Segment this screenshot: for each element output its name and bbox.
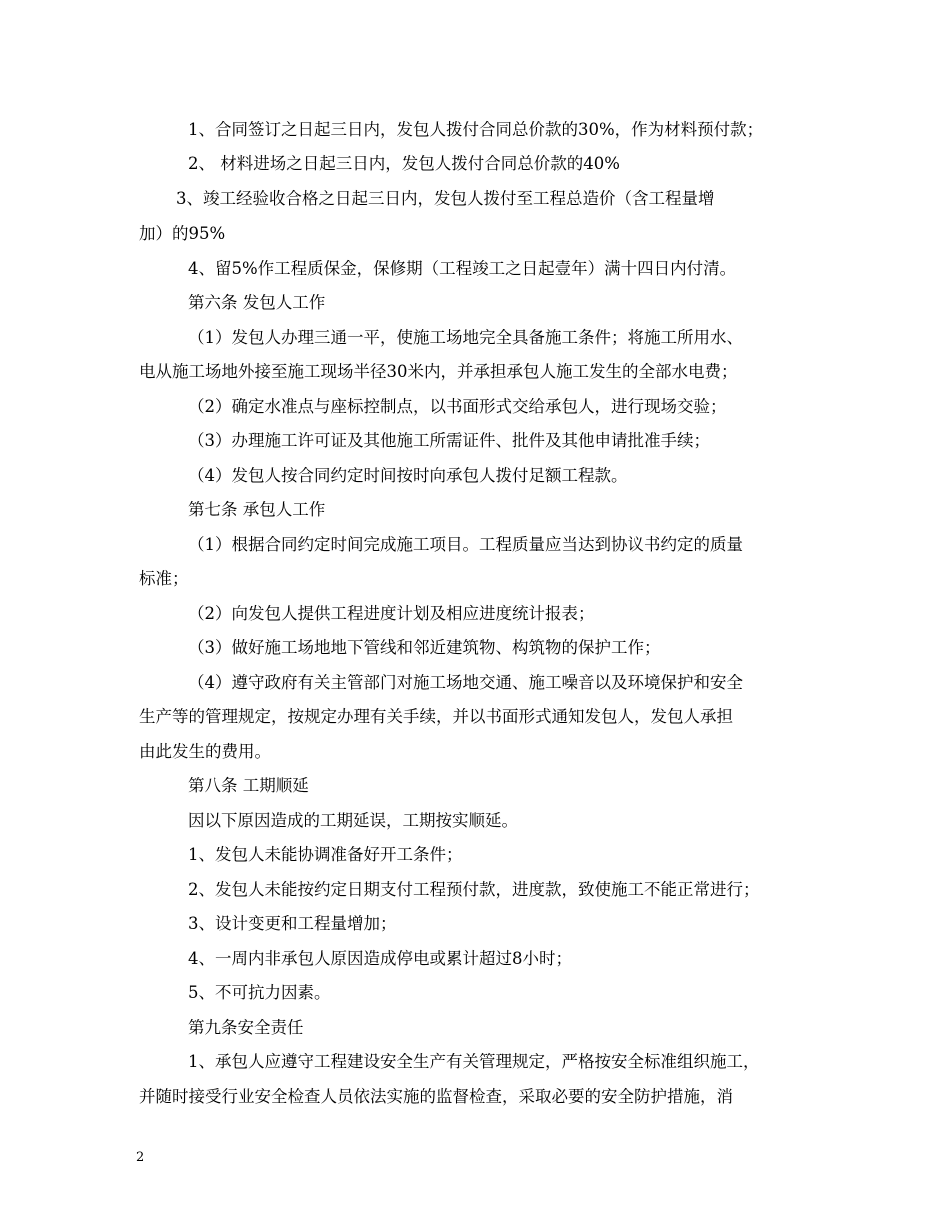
text-line-5: 4、留5%作工程质保金，保修期（工程竣工之日起壹年）满十四日内付清。 xyxy=(188,259,737,278)
section-heading-article-9: 第九条安全责任 xyxy=(188,1018,304,1037)
text-line-11: （4）发包人按合同约定时间按时向承包人拨付足额工程款。 xyxy=(188,466,628,485)
text-line-29: 并随时接受行业安全检查人员依法实施的监督检查，采取必要的安全防护措施，消 xyxy=(139,1087,733,1106)
text-line-23: 2、发包人未能按约定日期支付工程预付款，进度款，致使施工不能正常进行； xyxy=(188,880,760,899)
text-line-25: 4、一周内非承包人原因造成停电或累计超过8小时； xyxy=(188,949,572,968)
text-line-13: （1）根据合同约定时间完成施工项目。工程质量应当达到协议书约定的质量 xyxy=(188,535,743,554)
text-line-17: （4）遵守政府有关主管部门对施工场地交通、施工噪音以及环境保护和安全 xyxy=(188,673,743,692)
section-heading-article-6: 第六条 发包人工作 xyxy=(188,293,326,312)
text-line-26: 5、不可抗力因素。 xyxy=(188,983,331,1002)
text-line-16: （3）做好施工场地地下管线和邻近建筑物、构筑物的保护工作； xyxy=(188,638,661,657)
text-line-7: （1）发包人办理三通一平，使施工场地完全具备施工条件；将施工所用水、 xyxy=(188,328,743,347)
section-heading-article-7: 第七条 承包人工作 xyxy=(188,500,326,519)
text-line-19: 由此发生的费用。 xyxy=(139,742,271,761)
text-line-3: 3、竣工经验收合格之日起三日内，发包人拨付至工程总造价（含工程量增 xyxy=(176,189,715,208)
text-line-18: 生产等的管理规定，按规定办理有关手续，并以书面形式通知发包人，发包人承担 xyxy=(139,707,733,726)
text-line-4: 加）的95% xyxy=(139,224,226,243)
text-line-24: 3、设计变更和工程量增加； xyxy=(188,914,397,933)
text-line-15: （2）向发包人提供工程进度计划及相应进度统计报表； xyxy=(188,604,595,623)
text-line-10: （3）办理施工许可证及其他施工所需证件、批件及其他申请批准手续； xyxy=(188,431,710,450)
section-heading-article-8: 第八条 工期顺延 xyxy=(188,776,309,795)
page-number: 2 xyxy=(136,1150,145,1165)
text-line-9: （2）确定水准点与座标控制点，以书面形式交给承包人，进行现场交验； xyxy=(188,397,727,416)
text-line-2: 2、 材料进场之日起三日内，发包人拨付合同总价款的40% xyxy=(188,154,620,173)
text-line-1: 1、合同签订之日起三日内，发包人拨付合同总价款的30%，作为材料预付款； xyxy=(188,120,764,139)
text-line-28: 1、承包人应遵守工程建设安全生产有关管理规定，严格按安全标准组织施工， xyxy=(188,1052,760,1071)
text-line-8: 电从施工场地外接至施工现场半径30米内，并承担承包人施工发生的全部水电费； xyxy=(139,362,738,381)
text-line-21: 因以下原因造成的工期延误，工期按实顺延。 xyxy=(188,811,518,830)
text-line-14: 标准； xyxy=(139,569,189,588)
text-line-22: 1、发包人未能协调准备好开工条件； xyxy=(188,845,463,864)
